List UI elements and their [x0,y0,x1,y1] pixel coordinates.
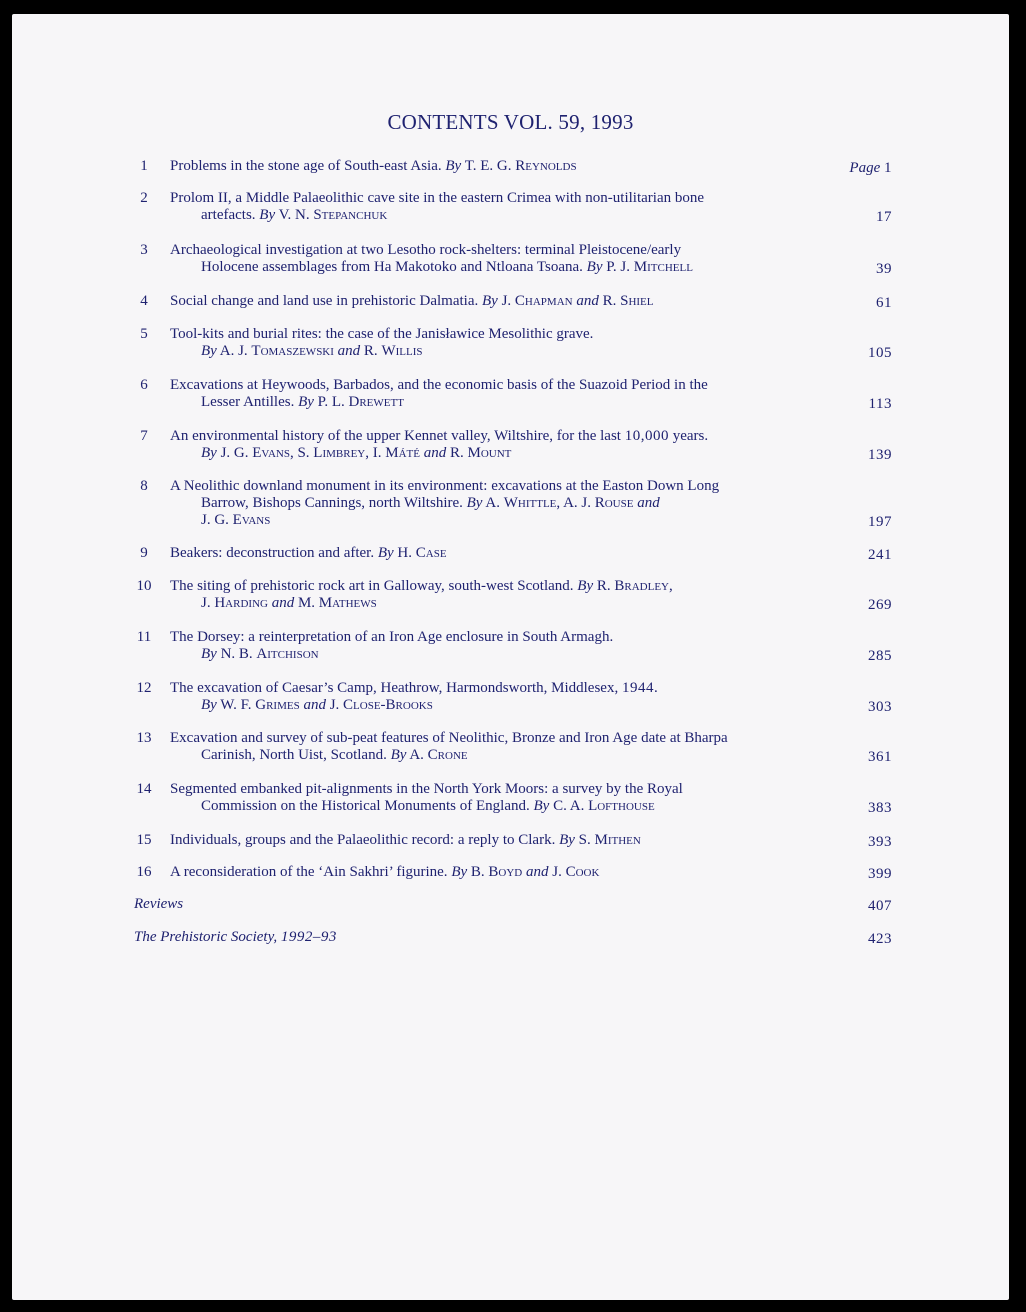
entry-title-continuation: By W. F. Grimes and J. Close-Brooks [201,697,433,713]
entry-number: 5 [140,326,148,342]
entry-number: 2 [140,190,148,206]
entry-title: Excavations at Heywoods, Barbados, and the economic basis of the Suazoid Period in the [170,377,708,393]
entry-title-continuation: Carinish, North Uist, Scotland. By A. Crone [201,747,468,763]
entry-number: 16 [136,864,152,880]
entry-page-number: 61 [876,295,892,311]
entry-title-continuation: Commission on the Historical Monuments of England. By C. A. Lofthouse [201,798,655,814]
entry-title: Tool-kits and burial rites: the case of the Janisławice Mesolithic grave. [170,326,594,342]
entry-number: 11 [136,629,152,645]
entry-page-number: 197 [868,514,892,530]
entry-title-continuation: J. G. Evans [201,512,271,528]
entry-title: A Neolithic downland monument in its environment: excavations at the Easton Down Long [170,478,720,494]
entry-page-number: 423 [868,931,892,947]
entry-page-number: 303 [868,699,892,715]
entry-number: 10 [136,578,152,594]
entry-page-number: 39 [876,261,892,277]
journal-page [12,14,1009,1300]
entry-title-continuation: artefacts. By V. N. Stepanchuk [201,207,388,223]
entry-page-number: 285 [868,648,892,664]
entry-title: A reconsideration of the ‘Ain Sakhri’ figurine. By B. Boyd and J. Cook [170,864,600,880]
tail-entry-label: Reviews [134,896,184,912]
entry-title: The siting of prehistoric rock art in Galloway, south-west Scotland. By R. Bradley, [170,578,673,594]
entry-title: Beakers: deconstruction and after. By H. Case [170,545,447,561]
entry-page-number: 393 [868,834,892,850]
entry-number: 8 [140,478,148,494]
entry-page-number: 407 [868,898,892,914]
entry-number: 3 [140,242,148,258]
entry-number: 14 [136,781,152,797]
entry-title-continuation: Lesser Antilles. By P. L. Drewett [201,394,404,410]
page-title: CONTENTS VOL. 59, 1993 [387,110,634,134]
entry-title-continuation: Barrow, Bishops Cannings, north Wiltshire. By A. Whittle, A. J. Rouse and [201,495,660,511]
entry-page-number: 105 [868,345,892,361]
entry-page-number: 269 [868,597,892,613]
entry-title: Social change and land use in prehistoric Dalmatia. By J. Chapman and R. Shiel [170,293,654,309]
entry-title: An environmental history of the upper Kennet valley, Wiltshire, for the last 10,000 years. [170,428,709,444]
entry-page-number: 241 [868,547,892,563]
entry-page-number: 383 [868,800,892,816]
entry-title: Prolom II, a Middle Palaeolithic cave site in the eastern Crimea with non-utilitarian bone [170,190,705,206]
entry-page-number: 17 [876,209,892,225]
entry-title: Excavation and survey of sub-peat features of Neolithic, Bronze and Iron Age date at Bharpa [170,730,728,746]
entry-number: 4 [140,293,148,309]
entry-number: 13 [136,730,152,746]
entry-page-number: 361 [868,749,892,765]
entry-title: Problems in the stone age of South-east Asia. By T. E. G. Reynolds [170,158,577,174]
entry-number: 1 [140,158,148,174]
entry-number: 6 [140,377,148,393]
entry-title: Segmented embanked pit-alignments in the North York Moors: a survey by the Royal [170,781,683,797]
entry-title: The excavation of Caesar’s Camp, Heathrow, Harmondsworth, Middlesex, 1944. [170,680,658,696]
entry-page-number: 113 [868,396,892,412]
entry-title-continuation: Holocene assemblages from Ha Makotoko and Ntloana Tsoana. By P. J. Mitchell [201,259,693,275]
entry-number: 15 [136,832,152,848]
entry-page-number: Page 1 [849,160,892,176]
entry-title: Individuals, groups and the Palaeolithic record: a reply to Clark. By S. Mithen [170,832,641,848]
entry-number: 12 [136,680,152,696]
entry-title-continuation: J. Harding and M. Mathews [201,595,377,611]
entry-title-continuation: By A. J. Tomaszewski and R. Willis [201,343,423,359]
entry-number: 7 [140,428,148,444]
entry-page-number: 139 [868,447,892,463]
entry-title-continuation: By J. G. Evans, S. Limbrey, I. Máté and R. Mount [201,445,512,461]
entry-title: Archaeological investigation at two Lesotho rock-shelters: terminal Pleistocene/early [170,242,682,258]
tail-entry-label: The Prehistoric Society, 1992–93 [134,929,337,945]
entry-title-continuation: By N. B. Aitchison [201,646,319,662]
entry-number: 9 [140,545,148,561]
entry-page-number: 399 [868,866,892,882]
entry-title: The Dorsey: a reinterpretation of an Iron Age enclosure in South Armagh. [170,629,614,645]
